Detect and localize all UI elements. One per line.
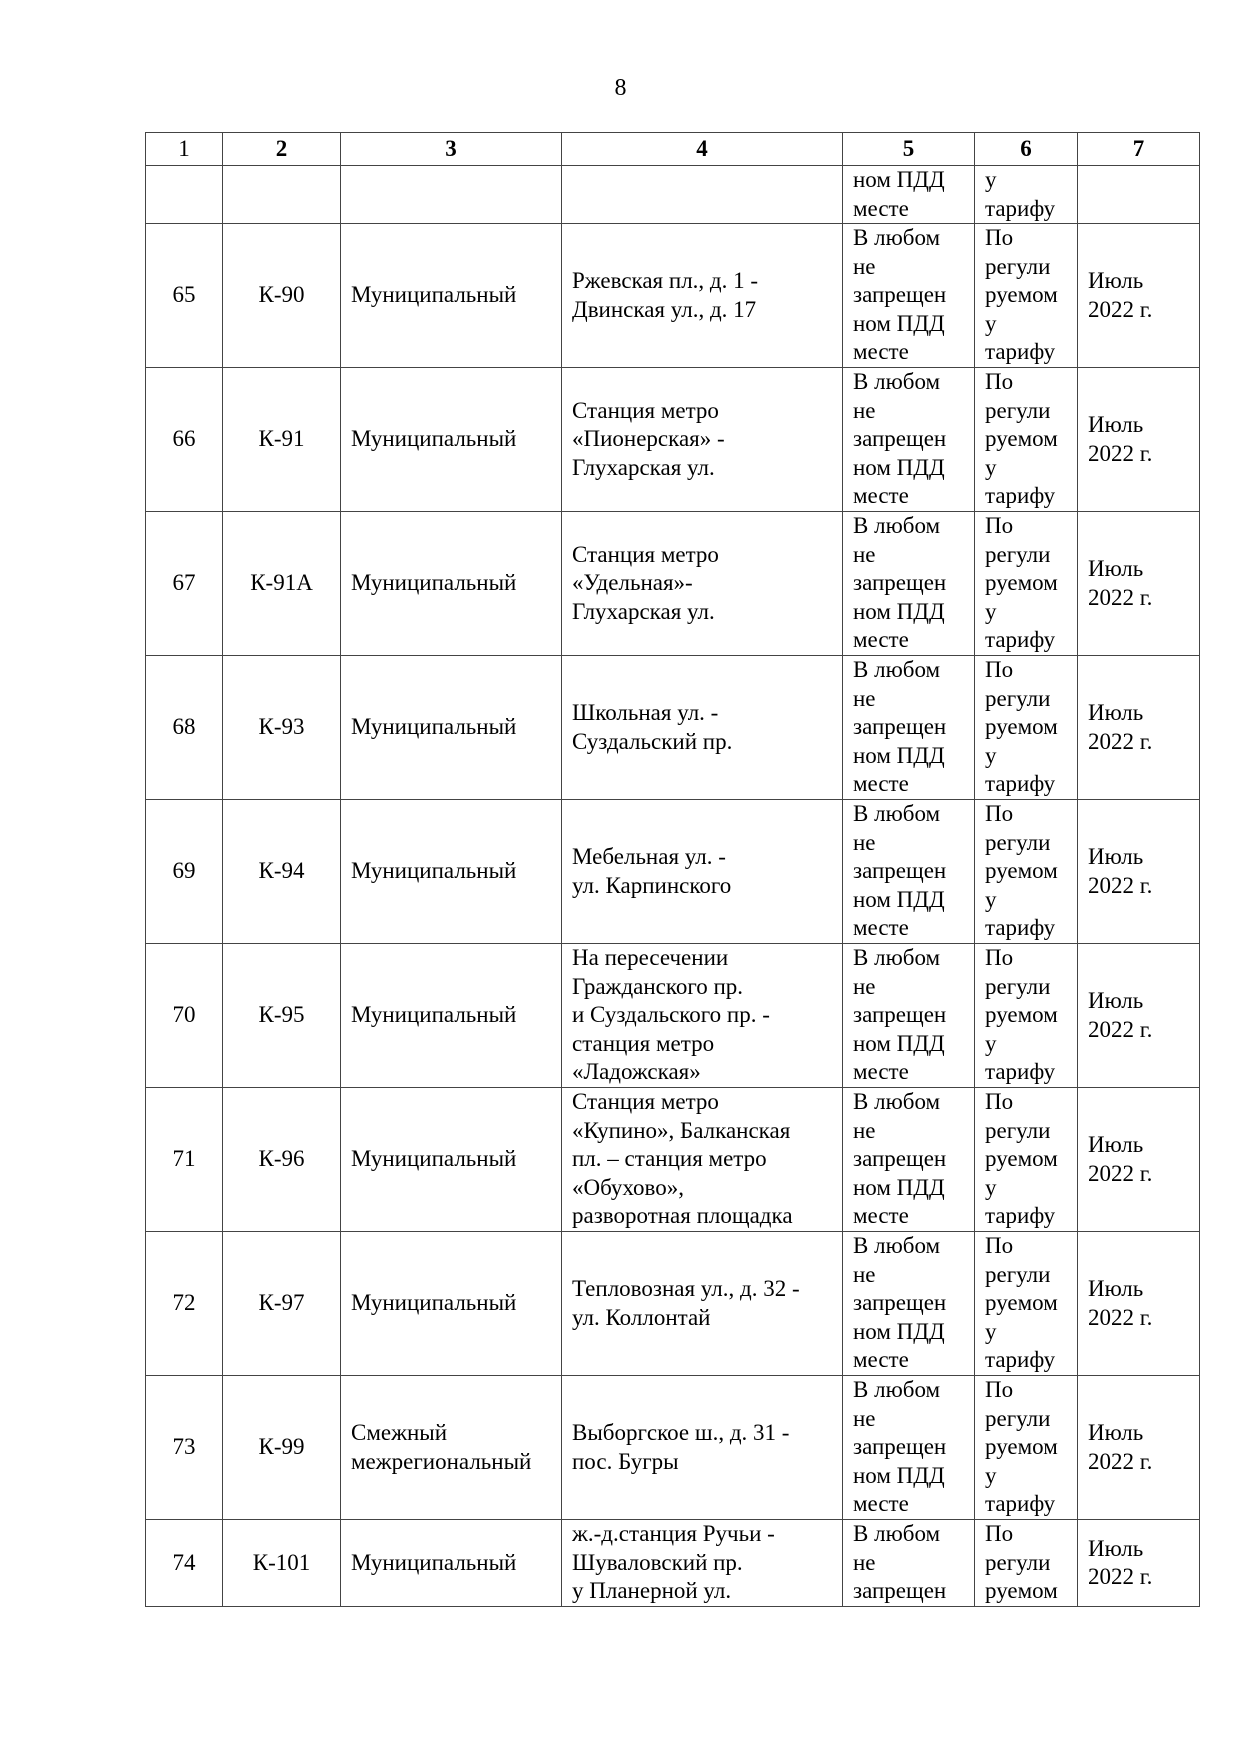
start-date: Июль 2022 г. (1078, 512, 1200, 656)
table-row (146, 512, 1200, 656)
routes-table (145, 132, 1200, 1607)
header-col-2: 2 (223, 133, 341, 166)
stop-rule: В любом не запрещен ном ПДД месте (843, 944, 975, 1088)
stop-rule: В любом не запрещен ном ПДД месте (843, 1376, 975, 1520)
tariff-rule: По регули руемом у тарифу (975, 944, 1078, 1088)
row-number: 73 (146, 1376, 223, 1520)
route-type: Муниципальный (341, 800, 562, 944)
tariff-rule: По регули руемом у тарифу (975, 224, 1078, 368)
stop-rule: В любом не запрещен ном ПДД месте (843, 800, 975, 944)
start-date: Июль 2022 г. (1078, 800, 1200, 944)
stop-rule: В любом не запрещен ном ПДД месте (843, 656, 975, 800)
continuation-cell-empty (146, 166, 223, 224)
table-row (146, 656, 1200, 800)
header-col-7: 7 (1078, 133, 1200, 166)
row-number: 72 (146, 1232, 223, 1376)
route-type: Муниципальный (341, 656, 562, 800)
route-type: Муниципальный (341, 512, 562, 656)
continuation-cell-empty (1078, 166, 1200, 224)
stop-rule: В любом не запрещен ном ПДД месте (843, 224, 975, 368)
start-date: Июль 2022 г. (1078, 1232, 1200, 1376)
route-type: Муниципальный (341, 1232, 562, 1376)
stop-rule: В любом не запрещен ном ПДД месте (843, 1088, 975, 1232)
row-number: 70 (146, 944, 223, 1088)
table-row (146, 944, 1200, 1088)
row-number: 71 (146, 1088, 223, 1232)
continuation-row (146, 166, 1200, 224)
route-type: Муниципальный (341, 1520, 562, 1607)
tariff-rule: По регули руемом у тарифу (975, 656, 1078, 800)
route-code: К-91А (223, 512, 341, 656)
header-col-6: 6 (975, 133, 1078, 166)
start-date: Июль 2022 г. (1078, 1520, 1200, 1607)
route-path: Мебельная ул. - ул. Карпинского (562, 800, 843, 944)
start-date: Июль 2022 г. (1078, 224, 1200, 368)
route-path: Выборгское ш., д. 31 - пос. Бугры (562, 1376, 843, 1520)
route-code: К-96 (223, 1088, 341, 1232)
header-col-3: 3 (341, 133, 562, 166)
continuation-cell-empty (562, 166, 843, 224)
route-code: К-95 (223, 944, 341, 1088)
table-row (146, 1520, 1200, 1607)
route-code: К-91 (223, 368, 341, 512)
route-code: К-99 (223, 1376, 341, 1520)
stop-rule: В любом не запрещен ном ПДД месте (843, 368, 975, 512)
route-type: Муниципальный (341, 368, 562, 512)
row-number: 74 (146, 1520, 223, 1607)
table-row (146, 800, 1200, 944)
table-row (146, 224, 1200, 368)
row-number: 65 (146, 224, 223, 368)
route-path: На пересечении Гражданского пр. и Суздальского пр. - станция метро «Ладожская» (562, 944, 843, 1088)
tariff-rule: По регули руемом у тарифу (975, 1232, 1078, 1376)
table-row (146, 368, 1200, 512)
route-path: Станция метро «Купино», Балканская пл. – станция метро «Обухово», разворотная площадка (562, 1088, 843, 1232)
tariff-rule: По регули руемом у тарифу (975, 800, 1078, 944)
table-row (146, 1376, 1200, 1520)
route-code: К-101 (223, 1520, 341, 1607)
row-number: 67 (146, 512, 223, 656)
route-path: Станция метро «Пионерская» - Глухарская ул. (562, 368, 843, 512)
route-type: Муниципальный (341, 1088, 562, 1232)
header-col-4: 4 (562, 133, 843, 166)
start-date: Июль 2022 г. (1078, 368, 1200, 512)
route-code: К-93 (223, 656, 341, 800)
stop-rule: В любом не запрещен (843, 1520, 975, 1607)
route-path: Школьная ул. - Суздальский пр. (562, 656, 843, 800)
route-code: К-94 (223, 800, 341, 944)
route-path: Тепловозная ул., д. 32 - ул. Коллонтай (562, 1232, 843, 1376)
start-date: Июль 2022 г. (1078, 656, 1200, 800)
start-date: Июль 2022 г. (1078, 944, 1200, 1088)
tariff-rule: По регули руемом у тарифу (975, 512, 1078, 656)
header-row (146, 133, 1200, 166)
route-path: Ржевская пл., д. 1 - Двинская ул., д. 17 (562, 224, 843, 368)
route-code: К-97 (223, 1232, 341, 1376)
route-path: ж.-д.станция Ручьи - Шуваловский пр. у Планерной ул. (562, 1520, 843, 1607)
stop-rule: В любом не запрещен ном ПДД месте (843, 1232, 975, 1376)
continuation-tariff-cell: у тарифу (975, 166, 1078, 224)
start-date: Июль 2022 г. (1078, 1088, 1200, 1232)
start-date: Июль 2022 г. (1078, 1376, 1200, 1520)
row-number: 69 (146, 800, 223, 944)
header-col-1: 1 (146, 133, 223, 166)
route-code: К-90 (223, 224, 341, 368)
page-number: 8 (614, 75, 627, 101)
route-type: Смежный межрегиональный (341, 1376, 562, 1520)
route-path: Станция метро «Удельная»- Глухарская ул. (562, 512, 843, 656)
tariff-rule: По регули руемом (975, 1520, 1078, 1607)
tariff-rule: По регули руемом у тарифу (975, 368, 1078, 512)
table-row (146, 1232, 1200, 1376)
stop-rule: В любом не запрещен ном ПДД месте (843, 512, 975, 656)
route-type: Муниципальный (341, 944, 562, 1088)
continuation-cell-empty (341, 166, 562, 224)
row-number: 68 (146, 656, 223, 800)
continuation-cell-empty (223, 166, 341, 224)
tariff-rule: По регули руемом у тарифу (975, 1376, 1078, 1520)
row-number: 66 (146, 368, 223, 512)
tariff-rule: По регули руемом у тарифу (975, 1088, 1078, 1232)
table-row (146, 1088, 1200, 1232)
header-col-5: 5 (843, 133, 975, 166)
continuation-stop-cell: ном ПДД месте (843, 166, 975, 224)
route-type: Муниципальный (341, 224, 562, 368)
